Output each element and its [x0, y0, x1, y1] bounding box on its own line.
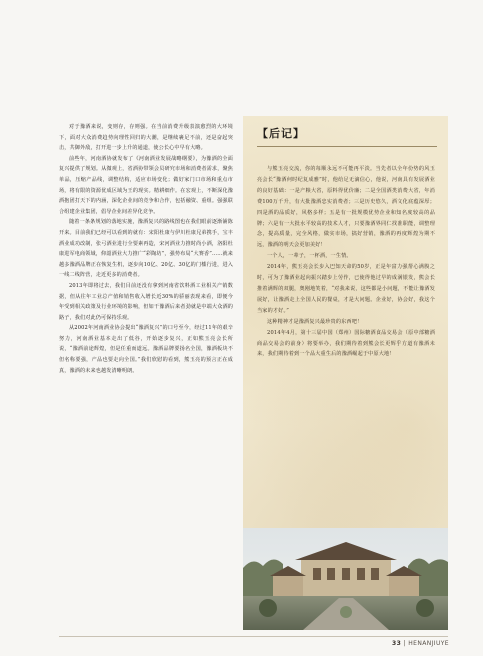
afterword-paragraph-5: 2014年4月，第十三届中国（郑州）国际糖酒食品交易会（原中部糖酒商品交易会的前身）将要举办，我们期待着到熊会长更辉乎方道有豫酒未来，我们期待着到一个品大重生后的豫酒崛起于中原大地！: [257, 329, 435, 358]
left-paragraph-2: 前些年，河南酒协就发布了《河南酒业发展战略纲要》，为豫酒的全面复兴提供了规划。从微观上，省酒协带领会员研究市场和消费者需求，聚焦单品，压缩产品线，调整结构，适应市场变化；做好家门口市场和重点市场，将有限的资源优成区域为王的现实。精耕细作。在宏观上，不断深化豫酒抱团打天下的内涵，深化企业间的竞争和合作，包括融资、重组。强强联合组建企业集团，倡导企业间差异化竞争。: [59, 155, 233, 215]
footer-rule: [59, 636, 448, 637]
magazine-name: HENANJIUYE: [408, 640, 449, 647]
afterword-paragraph-3: 2014年，熊玉亮会长步入巴知天命的50岁，正是年富力强帮心满腹之时，可为了豫酒业起向振兴踏步上劳作，已使得他过早的成满银发，熊会长推着满辉的双腿，奥刚地笑着，“对我来说，这些都是小问题，不能让豫酒发展好，让豫酒走上全国人民的餐桌，才是大问题。企业好，协会好，我这个当家的才好。”: [257, 264, 435, 314]
left-column-text: [59, 122, 233, 376]
afterword-title: 【后记】: [257, 127, 305, 140]
afterword-paragraph-4: 这种精神才是豫酒复兴最珍贵的东西吧！: [267, 318, 363, 325]
left-paragraph-5: 从2002年河南酒业协会提出“豫酒复兴”的口号至今，经过11年的艰辛努力，河南酒业基本走出了低谷，开始逐步复兴，正如熊玉亮会长所说，“豫酒前途辉煌，但是任重而道远。豫酒品牌要扬名全国，豫酒板块不但名称要强，产品也要走向全国。”我们欣慰的看到，熊玉亮的预言正在成真，豫酒的未来也越发清晰明朗。: [59, 325, 233, 374]
afterword-paragraph-1: 与熊玉亮交流，你的每顺永远不可能再平淡。当先者以全年份势的风玉亮会长“豫酒何时纪复成雅”时，他给足无滴信心，他说，河南具有发展酒业的良好基础：一是产粮大省，原料得优价廉；二是全国酒类消费大省，年消费100万千升，有大批豫酒忠实消费者；三是历史悠久，酒文化底蕴深厚；四是酒的品质好，风格多样；五是有一批规模优势企业和知名度较高的品牌；六是有一大批水平较高的技术人才，只要豫酒界同仁找准职能，调整理念，提高质量，完全风格，做实市场，搞好营销，豫酒的再度辉煌为期不远，豫酒的明天会更加美好！: [257, 166, 435, 249]
afterword-paragraph-2: 一个人，一辈子，一杯酒，一生情。: [267, 253, 352, 260]
building-photo: [243, 528, 448, 630]
title-divider: [257, 146, 437, 147]
afterword-text: [257, 164, 435, 360]
left-paragraph-1: 对于豫酒来说，变则存，存则强。在当前消费升级表演愈烈的大环境下，面对大众消费趋势向理性回归的大潮，是继续裹足不前，还是奋起突击，共御外敌，打开进一步上升的通道，使公长心中早有大略。: [59, 124, 233, 152]
left-paragraph-3: 随着一条条规划的落地实施，豫酒复兴的路线图也在我们眼前逐渐铺陈开来。目前我们已经可以看到的就有：宋阳杜康与伊川杜康兄弟携手，宝丰酒业成功改制，张弓酒业进行全要素再造，宋河酒业力推时尚小酒，洛阳杜康进军电商领域，仰韶酒业大力推广“彩陶坊”，强势布局“大赛香”……就来越多豫酒品牌正在恢复生机，逐步向10亿、20亿、30亿的门槛行进，进入一线二线阵营，走近更多的消费者。: [59, 219, 233, 279]
page-number: 33: [392, 640, 402, 647]
left-paragraph-4: 2013年即将过去，我们目前还没有拿到河南省饮料酒工业相关产销数据，但从往年工业总产值和销售收入增长近30%的骄丽表现来看，即便今年受到相关政策及行业环境的影响，但如干豫酒后来者劲就是中端大众酒的路子，我们对此仍可保持乐观。: [59, 282, 233, 321]
page-footer: 33 | HENANJIUYE: [392, 640, 449, 647]
